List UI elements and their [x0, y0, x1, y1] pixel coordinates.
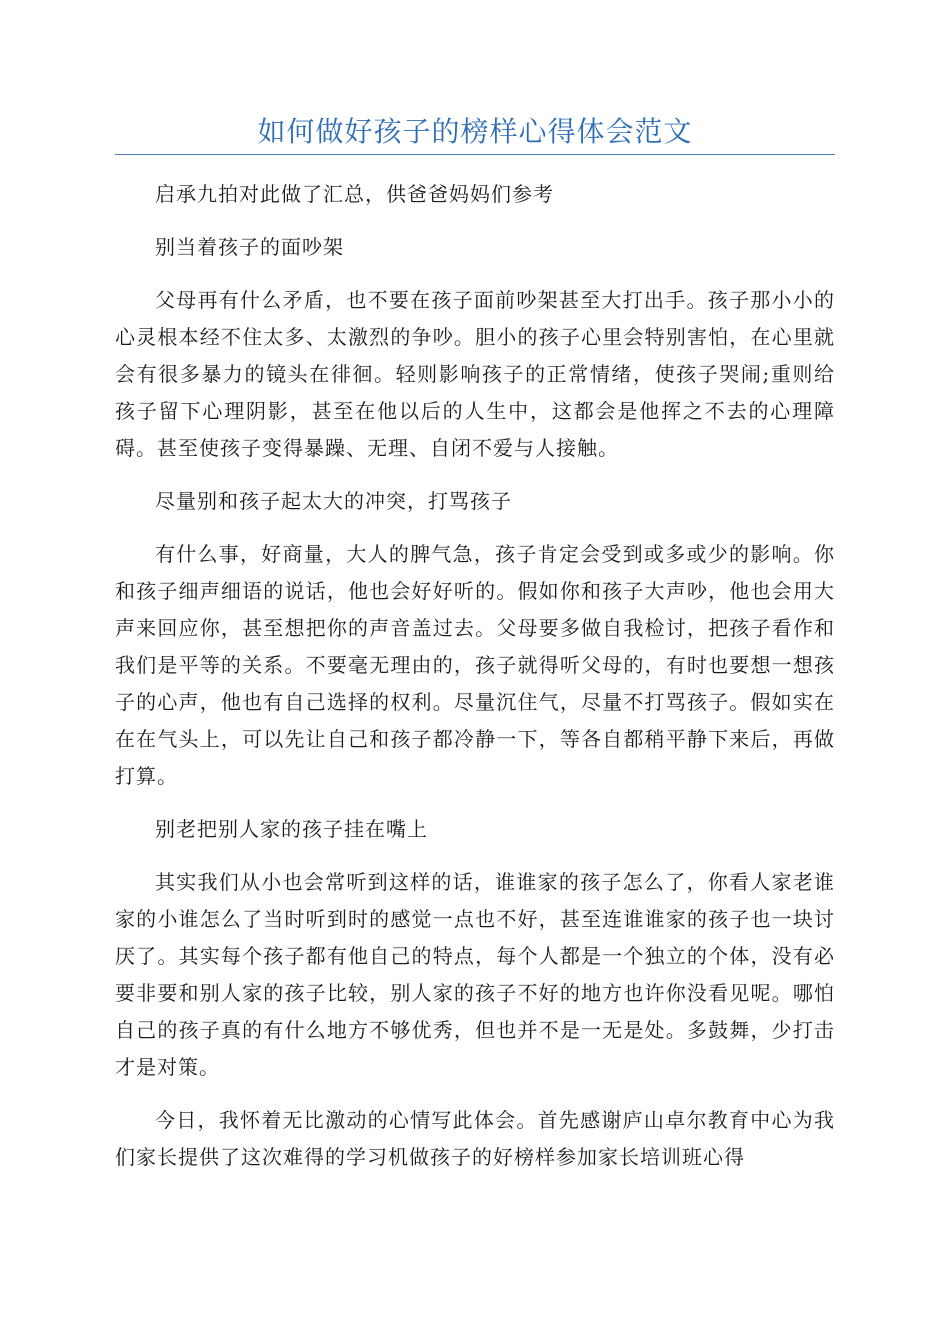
document-title: 如何做好孩子的榜样心得体会范文 [257, 115, 693, 148]
body-paragraph: 其实我们从小也会常听到这样的话，谁谁家的孩子怎么了，你看人家老谁家的小谁怎么了当时听到时的感觉一点也不好，甚至连谁谁家的孩子也一块讨厌了。其实每个孩子都有他自己的特点，每个人都是一个独立的个体，没有必要非要和别人家的孩子比较，别人家的孩子不好的地方也许你没看见呢。哪怕自己的孩子真的有什么地方不够优秀，但也并不是一无是处。多鼓舞，少打击才是对策。 [115, 870, 835, 1079]
title-underline [115, 154, 835, 155]
section-heading: 别当着孩子的面吵架 [155, 235, 344, 259]
section-heading: 别老把别人家的孩子挂在嘴上 [155, 817, 428, 841]
intro-paragraph: 启承九拍对此做了汇总，供爸爸妈妈们参考 [155, 182, 554, 206]
body-paragraph: 今日，我怀着无比激动的心情写此体会。首先感谢庐山卓尔教育中心为我们家长提供了这次难得的学习机做孩子的好榜样参加家长培训班心得 [115, 1108, 835, 1169]
section-heading: 尽量别和孩子起太大的冲突，打骂孩子 [155, 489, 512, 513]
body-paragraph: 父母再有什么矛盾，也不要在孩子面前吵架甚至大打出手。孩子那小小的心灵根本经不住太多、太激烈的争吵。胆小的孩子心里会特别害怕，在心里就会有很多暴力的镜头在徘徊。轻则影响孩子的正常情绪，使孩子哭闹;重则给孩子留下心理阴影，甚至在他以后的人生中，这都会是他挥之不去的心理障碍。甚至使孩子变得暴躁、无理、自闭不爱与人接触。 [115, 288, 835, 460]
body-paragraph: 有什么事，好商量，大人的脾气急，孩子肯定会受到或多或少的影响。你和孩子细声细语的说话，他也会好好听的。假如你和孩子大声吵，他也会用大声来回应你，甚至想把你的声音盖过去。父母要多做自我检讨，把孩子看作和我们是平等的关系。不要毫无理由的，孩子就得听父母的，有时也要想一想孩子的心声，他也有自己选择的权利。尽量沉住气，尽量不打骂孩子。假如实在在在气头上，可以先让自己和孩子都冷静一下，等各自都稍平静下来后，再做打算。 [115, 542, 835, 788]
document-body [115, 176, 835, 1192]
